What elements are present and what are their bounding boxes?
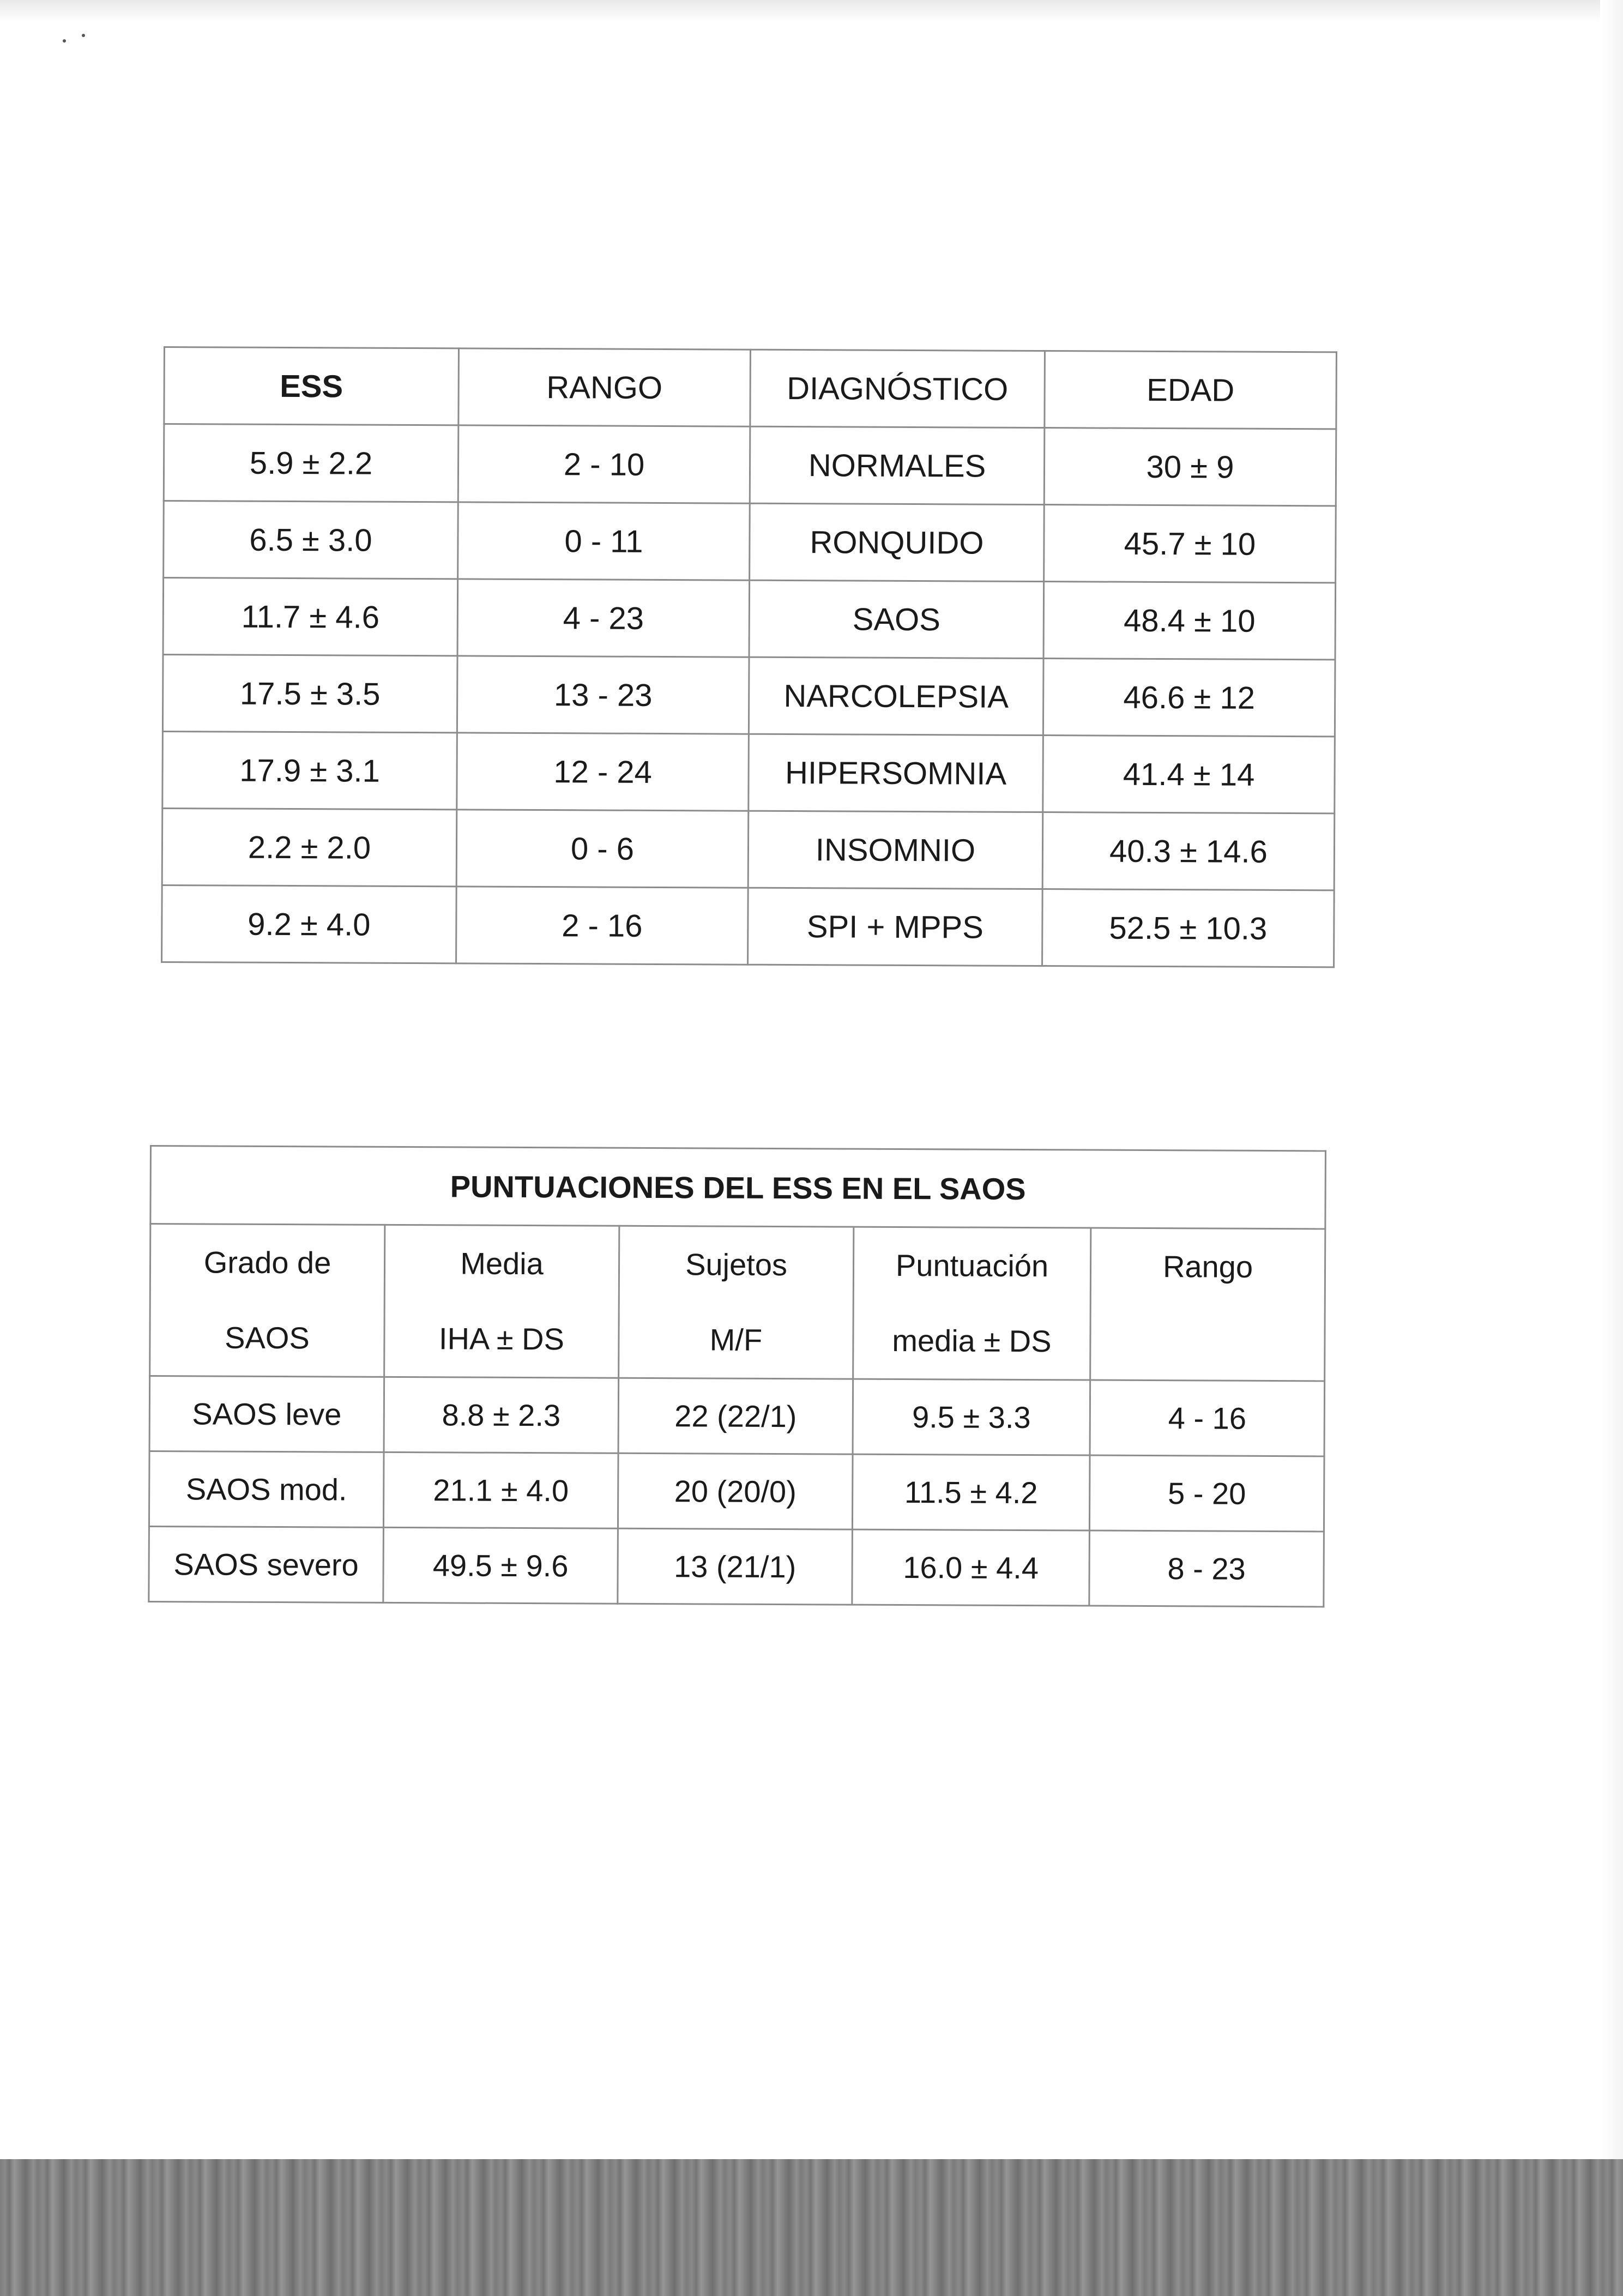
- cell-diagnostico: RONQUIDO: [750, 503, 1045, 581]
- table-row: [162, 731, 1335, 813]
- ess-diagnosis-table: [161, 346, 1337, 968]
- scanner-edge-band: [0, 2159, 1623, 2296]
- cell-media-iha: 8.8 ± 2.3: [384, 1377, 619, 1453]
- cell-diagnostico: INSOMNIO: [748, 811, 1043, 889]
- table-row: [162, 885, 1335, 967]
- table-header-row: [164, 347, 1337, 429]
- cell-rango: 0 - 11: [458, 502, 750, 580]
- cell-edad: 46.6 ± 12: [1043, 659, 1335, 737]
- header-line: IHA ± DS: [438, 1321, 565, 1357]
- cell-ess: 6.5 ± 3.0: [164, 501, 458, 579]
- cell-ess: 5.9 ± 2.2: [164, 424, 458, 502]
- header-ess: ESS: [164, 347, 459, 425]
- cell-ess: 9.2 ± 4.0: [162, 885, 457, 963]
- cell-puntuacion: 11.5 ± 4.2: [852, 1454, 1090, 1530]
- cell-ess: 2.2 ± 2.0: [162, 808, 457, 886]
- cell-ess: 17.9 ± 3.1: [162, 731, 457, 809]
- header-rango: [1090, 1228, 1325, 1381]
- header-grado-saos: [150, 1224, 385, 1377]
- table-row: [149, 1451, 1324, 1532]
- table-row: [164, 424, 1336, 506]
- cell-edad: 45.7 ± 10: [1044, 505, 1336, 583]
- table-row: [149, 1376, 1325, 1456]
- cell-grado: SAOS mod.: [149, 1451, 384, 1528]
- cell-sujetos: 22 (22/1): [618, 1378, 853, 1454]
- scan-speck: [63, 39, 66, 43]
- cell-diagnostico: SPI + MPPS: [748, 888, 1043, 966]
- cell-grado: SAOS leve: [149, 1376, 384, 1453]
- cell-edad: 30 ± 9: [1044, 428, 1336, 506]
- cell-diagnostico: HIPERSOMNIA: [749, 734, 1043, 812]
- cell-rango: 2 - 10: [458, 425, 750, 503]
- table-title-row: [150, 1146, 1326, 1229]
- cell-grado: SAOS severo: [149, 1527, 384, 1603]
- header-line: [1091, 1304, 1324, 1381]
- cell-rango: 8 - 23: [1089, 1530, 1324, 1607]
- cell-ess: 11.7 ± 4.6: [163, 578, 458, 656]
- cell-rango: 12 - 24: [457, 733, 749, 811]
- cell-edad: 41.4 ± 14: [1043, 736, 1335, 813]
- cell-diagnostico: NORMALES: [750, 426, 1045, 504]
- header-line: M/F: [709, 1322, 763, 1357]
- cell-sujetos: 13 (21/1): [618, 1528, 853, 1605]
- cell-ess: 17.5 ± 3.5: [162, 655, 457, 733]
- cell-puntuacion: 16.0 ± 4.4: [852, 1529, 1090, 1606]
- header-line: Puntuación: [895, 1248, 1049, 1283]
- header-rango: RANGO: [458, 348, 751, 426]
- cell-rango: 4 - 23: [457, 579, 750, 657]
- header-sujetos: [619, 1226, 854, 1379]
- table-row: [163, 578, 1336, 660]
- header-edad: EDAD: [1045, 351, 1337, 429]
- cell-media-iha: 21.1 ± 4.0: [383, 1452, 618, 1528]
- page-edge-shadow: [1600, 0, 1623, 2159]
- header-line: Sujetos: [685, 1247, 788, 1282]
- header-diagnostico: DIAGNÓSTICO: [750, 349, 1045, 427]
- cell-puntuacion: 9.5 ± 3.3: [853, 1379, 1090, 1455]
- table-row: [162, 655, 1335, 737]
- header-line: Grado de: [203, 1245, 331, 1280]
- table-title: PUNTUACIONES DEL ESS EN EL SAOS: [150, 1146, 1326, 1229]
- cell-media-iha: 49.5 ± 9.6: [383, 1527, 618, 1604]
- table-row: [149, 1527, 1324, 1607]
- header-line: Rango: [1162, 1249, 1253, 1284]
- cell-rango: 13 - 23: [457, 656, 749, 734]
- header-line: media ± DS: [892, 1323, 1052, 1359]
- saos-scores-table: [148, 1145, 1326, 1607]
- cell-diagnostico: SAOS: [749, 580, 1044, 658]
- header-line: Media: [460, 1246, 544, 1281]
- cell-rango: 2 - 16: [456, 887, 749, 965]
- cell-edad: 52.5 ± 10.3: [1042, 889, 1335, 967]
- header-media-iha: [384, 1225, 619, 1378]
- cell-rango: 5 - 20: [1089, 1455, 1324, 1532]
- header-line: SAOS: [225, 1320, 310, 1355]
- header-puntuacion: [853, 1227, 1091, 1380]
- table-header-row: [150, 1224, 1325, 1381]
- table-row: [162, 808, 1335, 890]
- cell-sujetos: 20 (20/0): [618, 1453, 853, 1529]
- scan-speck: [82, 34, 85, 37]
- cell-rango: 4 - 16: [1090, 1380, 1325, 1456]
- cell-edad: 40.3 ± 14.6: [1042, 812, 1335, 890]
- cell-rango: 0 - 6: [456, 810, 749, 888]
- cell-edad: 48.4 ± 10: [1043, 582, 1336, 660]
- table-row: [164, 501, 1336, 583]
- cell-diagnostico: NARCOLEPSIA: [749, 657, 1043, 735]
